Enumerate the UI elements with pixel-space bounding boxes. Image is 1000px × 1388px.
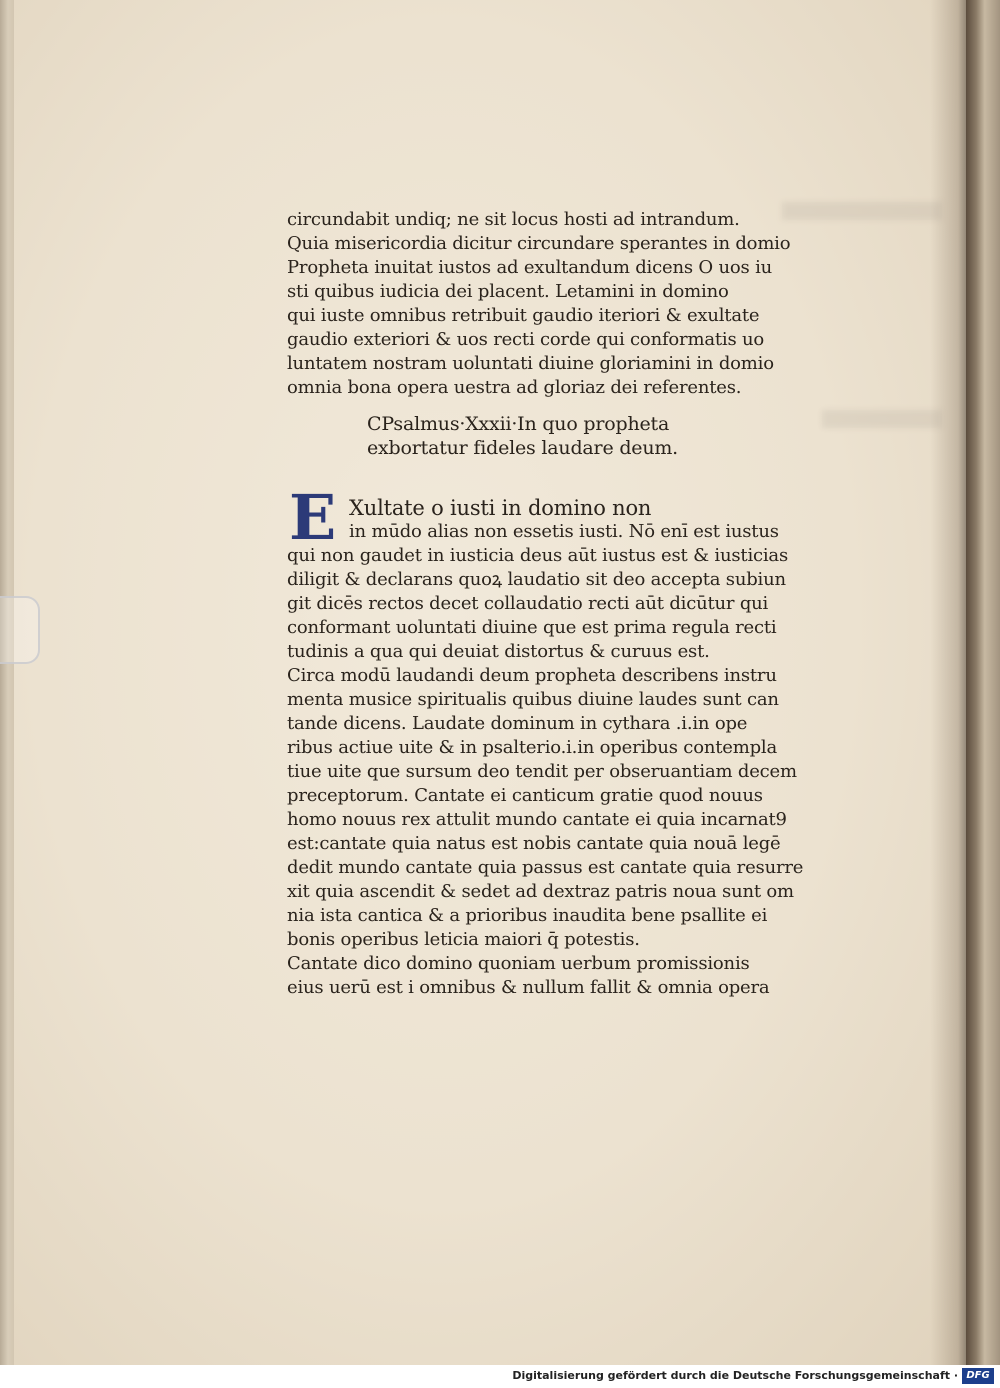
text-line: tande dicens. Laudate dominum in cythara .i.in ope <box>287 713 748 734</box>
text-line: gaudio exteriori & uos recti corde qui conformatis uo <box>287 329 765 350</box>
funding-credit: Digitalisierung gefördert durch die Deutsche Forschungsgemeinschaft · <box>512 1369 958 1382</box>
text-line: eius uerū est i omnibus & nullum fallit & omnia opera <box>287 977 770 998</box>
text-line: xit quia ascendit & sedet ad dextraz patris noua sunt om <box>287 881 794 902</box>
dfg-logo-icon[interactable]: DFG <box>962 1368 994 1384</box>
text-block <box>287 208 822 1000</box>
text-line: tudinis a qua qui deuiat distortus & curuus est. <box>287 641 710 662</box>
text-line: git dicēs rectos decet collaudatio recti aūt dicūtur qui <box>287 593 769 614</box>
text-line: luntatem nostram uoluntati diuine gloriamini in domio <box>287 353 774 374</box>
text-line: menta musice spiritualis quibus diuine laudes sunt can <box>287 689 779 710</box>
initial-paragraph <box>287 481 822 554</box>
text-line: nia ista cantica & a prioribus inaudita bene psallite ei <box>287 905 768 926</box>
text-line: Quia misericordia dicitur circundare sperantes in domio <box>287 233 791 254</box>
text-line: Cantate dico domino quoniam uerbum promissionis <box>287 953 750 974</box>
footer-bar <box>0 1365 1000 1388</box>
text-line: tiue uite que sursum deo tendit per obseruantiam decem <box>287 761 797 782</box>
text-line: Circa modū laudandi deum propheta describens instru <box>287 665 777 686</box>
text-line: Xultate o iusti in domino non <box>349 496 652 520</box>
text-line: qui non gaudet in iusticia deus aūt iustus est & iusticias <box>287 545 789 566</box>
text-line: omnia bona opera uestra ad gloriaz dei referentes. <box>287 377 742 398</box>
psalm-heading: exbortatur fideles laudare deum. <box>367 437 679 459</box>
text-line: conformant uoluntati diuine que est prima regula recti <box>287 617 777 638</box>
decorated-initial: E <box>289 481 337 554</box>
show-through-mark <box>822 410 942 428</box>
text-line: bonis operibus leticia maiori q̄ potestis. <box>287 929 640 950</box>
text-line: in mūdo alias non essetis iusti. Nō enī est iustus <box>349 521 779 542</box>
text-line: preceptorum. Cantate ei canticum gratie quod nouus <box>287 785 763 806</box>
book-fore-edge <box>966 0 1000 1365</box>
text-line: est:cantate quia natus est nobis cantate quia nouā legē <box>287 833 781 854</box>
text-line: Propheta inuitat iustos ad exultandum dicens O uos iu <box>287 257 773 278</box>
text-line: diligit & declarans quoꝝ laudatio sit deo accepta subiun <box>287 569 786 590</box>
page-clip <box>0 596 40 664</box>
text-line: sti quibus iudicia dei placent. Letamini in domino <box>287 281 729 302</box>
text-line: circundabit undiq; ne sit locus hosti ad intrandum. <box>287 209 740 230</box>
text-line: qui iuste omnibus retribuit gaudio iteriori & exultate <box>287 305 760 326</box>
text-line: homo nouus rex attulit mundo cantate ei quia incarnat9 <box>287 809 787 830</box>
text-line: ribus actiue uite & in psalterio.i.in operibus contempla <box>287 737 777 758</box>
psalm-heading: CPsalmus·Xxxii·In quo propheta <box>367 413 670 435</box>
text-line: dedit mundo cantate quia passus est cantate quia resurre <box>287 857 804 878</box>
